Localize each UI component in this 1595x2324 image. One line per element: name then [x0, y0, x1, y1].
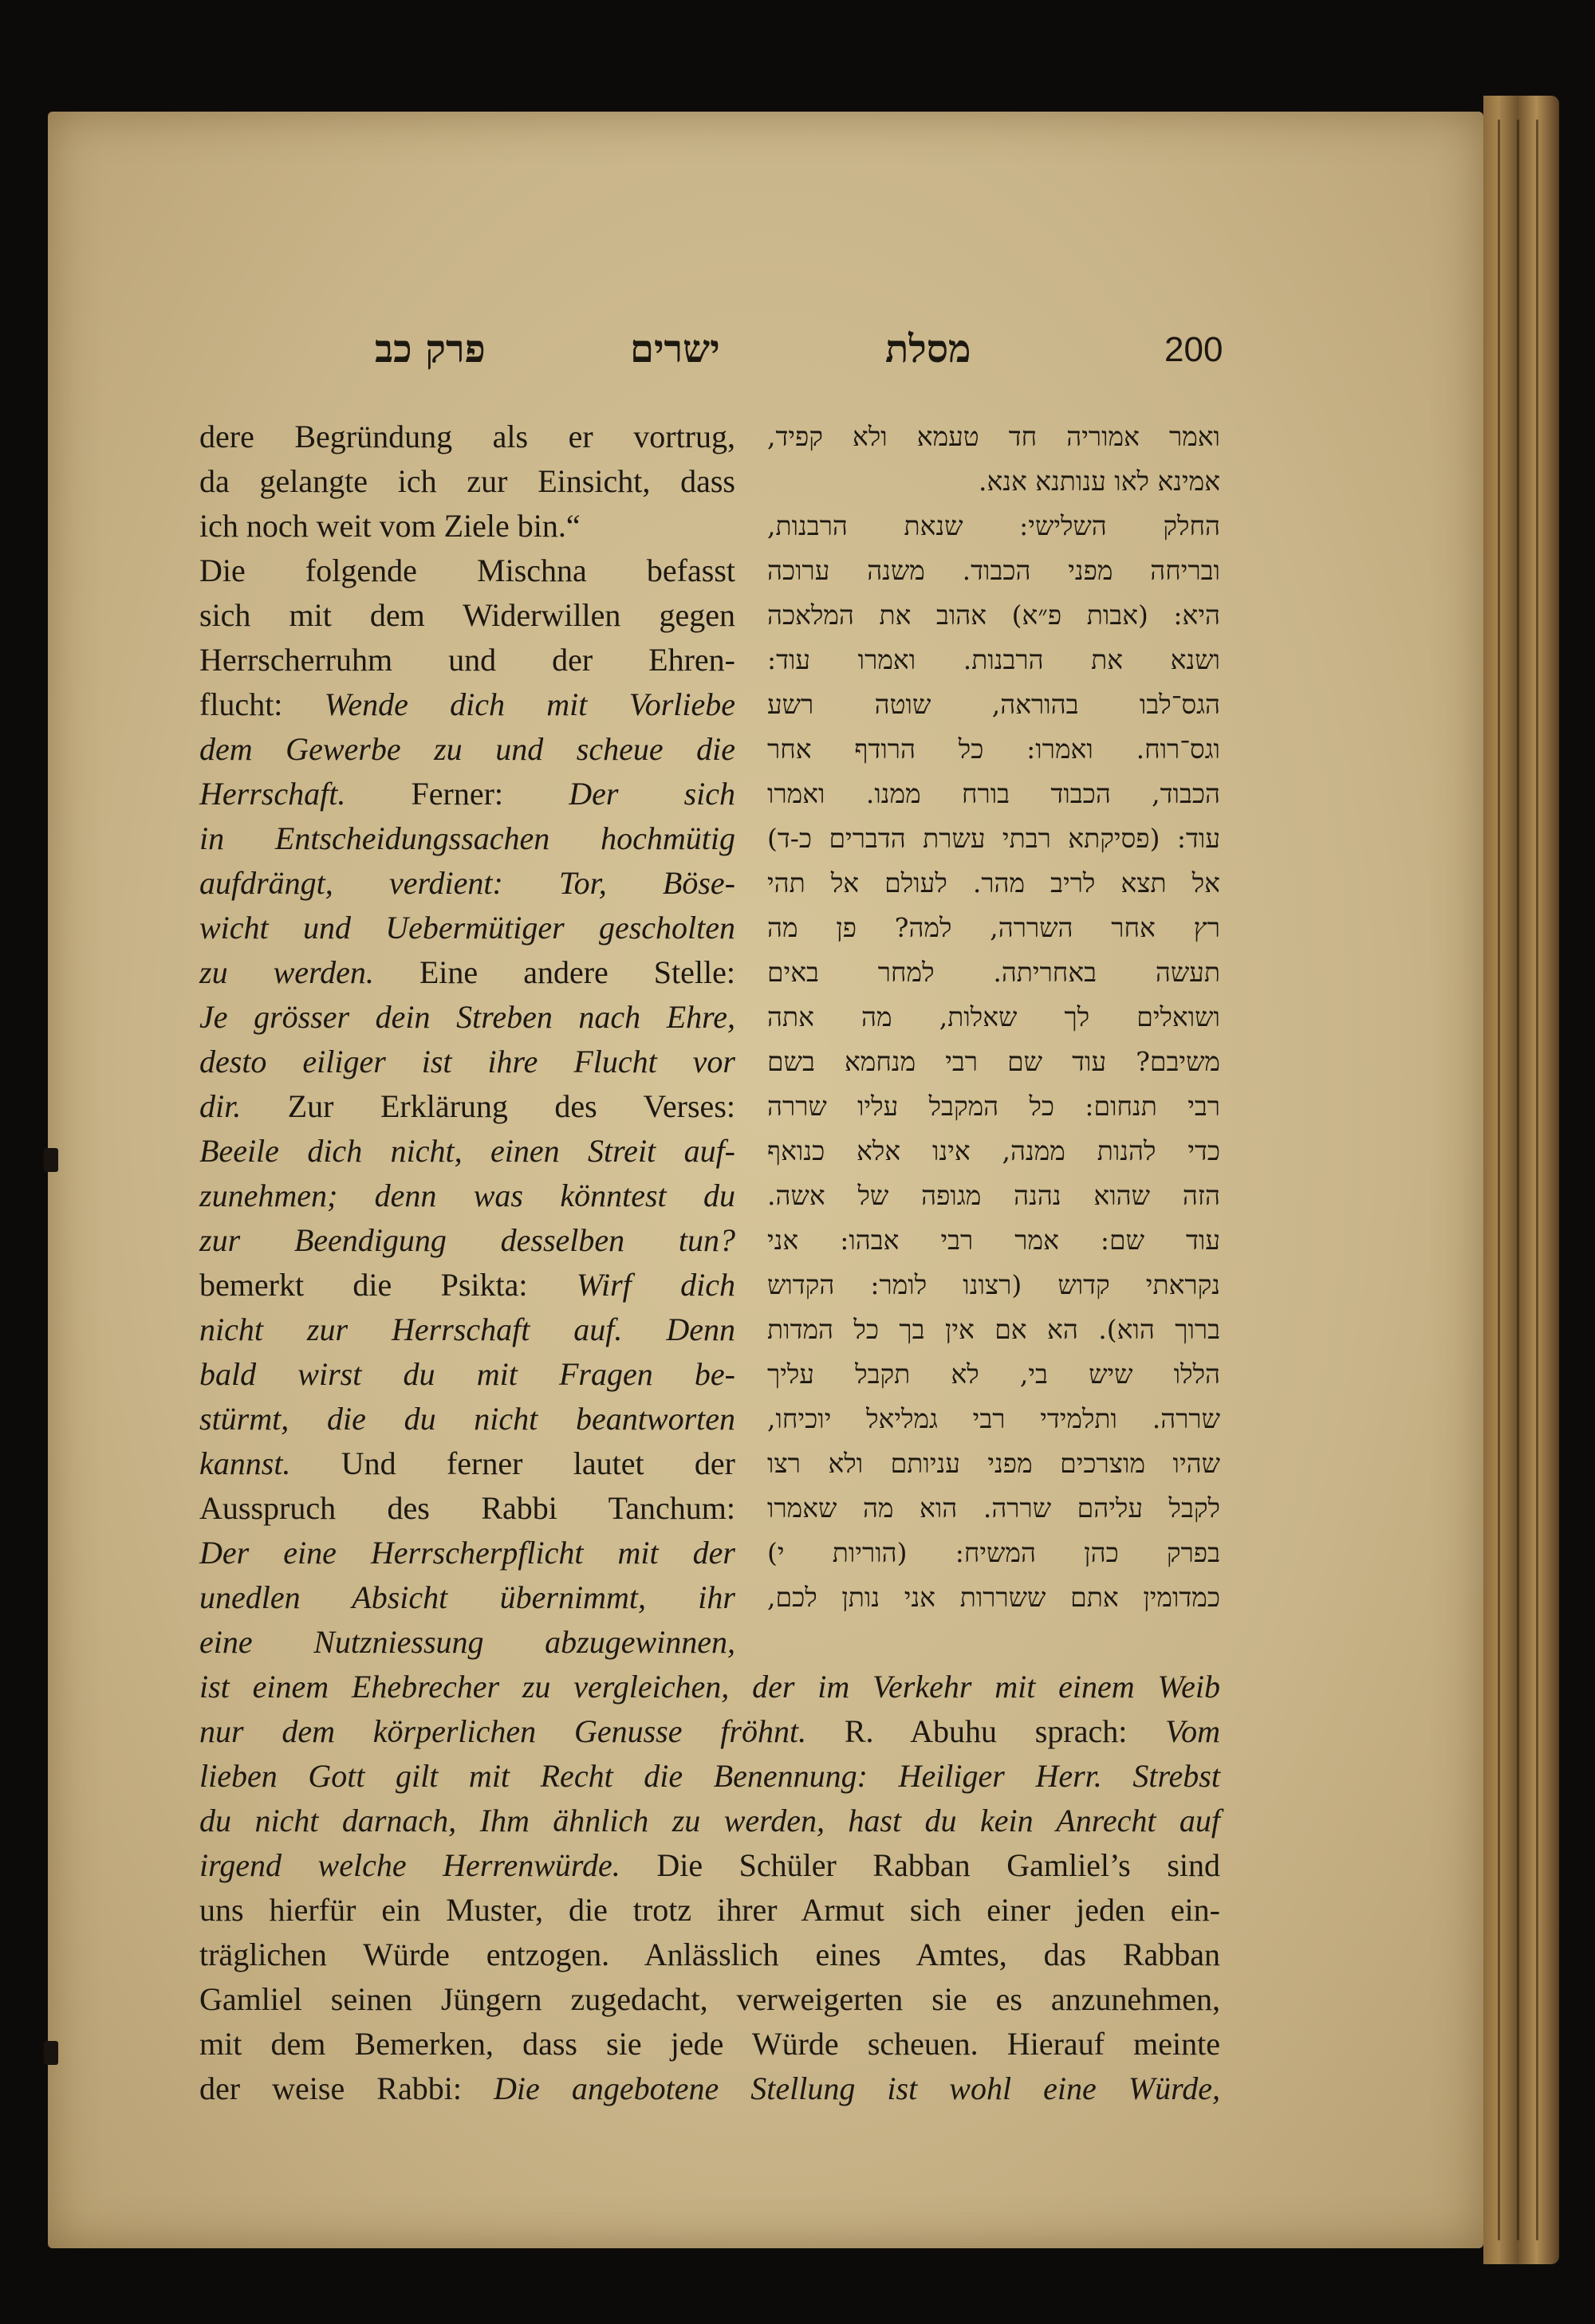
hebrew-line: בפרק כהן המשיח: (הוריות י) [767, 1537, 1220, 1568]
text-line [199, 1129, 735, 1174]
text-segment: in Entscheidungssachen hochmütig [199, 820, 735, 856]
text-segment: ich noch weit vom Ziele bin.“ [199, 508, 581, 544]
hebrew-line: רץ אחר השררה, למה? פן מה [767, 912, 1220, 943]
text-segment: desto eiliger ist ihre Flucht vor [199, 1044, 735, 1079]
text-segment: Wende dich mit Vorliebe [324, 686, 735, 722]
text-segment: Zur Erklärung des Verses: [241, 1088, 735, 1124]
hebrew-line: וגס־רוח. ואמרו: כל הרודף אחר [767, 733, 1220, 765]
text-line [199, 1799, 1220, 1843]
text-line [199, 1352, 735, 1397]
hebrew-line: שררה. ותלמידי רבי גמליאל יוכיחו, [767, 1403, 1220, 1434]
text-line [199, 950, 735, 995]
text-segment: stürmt, die du nicht beantworten [199, 1401, 735, 1437]
text-line [199, 1084, 735, 1129]
text-line [199, 1754, 1220, 1799]
page-edge [1483, 96, 1559, 2264]
hebrew-line: ואמר אמוריה חד טעמא ולא קפיד, [767, 421, 1220, 452]
page-header [375, 327, 1223, 383]
hebrew-line: משיבם? עוד שם רבי מנחמא בשם [767, 1046, 1220, 1077]
text-line [199, 816, 735, 861]
text-line [199, 772, 735, 816]
text-line [199, 861, 735, 906]
text-segment: zunehmen; denn was könntest du [199, 1178, 735, 1213]
text-line [199, 1709, 1220, 1754]
text-segment: Herrscherruhm und der Ehren- [199, 642, 735, 678]
text-segment: Die angebotene Stellung ist wohl eine Würde, [494, 2070, 1220, 2106]
text-segment: eine Nutzniessung abzugewinnen, [199, 1624, 735, 1660]
text-line [199, 995, 735, 1040]
hebrew-line: ושנא את הרבנות. ואמרו עוד: [767, 644, 1220, 675]
text-line [199, 1441, 735, 1486]
text-line [199, 1263, 735, 1307]
text-segment: Und ferner lautet der [290, 1445, 735, 1481]
text-line [199, 1397, 735, 1441]
hebrew-line: הגס־לבו בהוראה, שוטה רשע [767, 689, 1220, 720]
text-segment: Vom [1165, 1713, 1220, 1749]
text-segment: Gamliel seinen Jüngern zugedacht, verweigerten sie es anzunehmen, [199, 1981, 1220, 2017]
text-line [199, 727, 735, 772]
header-word-title: מסלת [885, 327, 971, 372]
binding-mark [44, 1148, 58, 1172]
text-segment: du nicht darnach, Ihm ähnlich zu werden, hast du kein Anrecht auf [199, 1803, 1220, 1838]
text-segment: Der sich [569, 776, 735, 812]
hebrew-line: עוד שם: אמר רבי אבהו: אני [767, 1225, 1220, 1256]
text-line [199, 1486, 735, 1531]
german-column [199, 415, 735, 1665]
text-segment: Ausspruch des Rabbi Tanchum: [199, 1490, 735, 1526]
text-line [199, 1174, 735, 1218]
text-line [199, 638, 735, 682]
text-segment: kannst. [199, 1445, 291, 1481]
text-segment: R. Abuhu sprach: [806, 1713, 1166, 1749]
text-line [199, 1977, 1220, 2022]
hebrew-line: ושואלים לך שאלות, מה אתה [767, 1001, 1220, 1032]
text-segment: Der eine Herrscherpflicht mit der [199, 1535, 735, 1571]
text-segment: nicht zur Herrschaft auf. Denn [199, 1311, 735, 1347]
hebrew-line: הזה שהוא נהנה מגופה של אשה. [767, 1180, 1220, 1211]
text-line [199, 1620, 735, 1665]
header-chapter: פרק כב [375, 327, 486, 372]
text-segment: zur Beendigung desselben tun? [199, 1222, 735, 1258]
hebrew-column [767, 415, 1220, 1620]
text-line [199, 549, 735, 593]
text-line [199, 906, 735, 950]
text-line [199, 1888, 1220, 1933]
text-segment: Wirf dich [576, 1267, 735, 1303]
text-segment: lieben Gott gilt mit Recht die Benennung: Heiliger Herr. Strebst [199, 1758, 1220, 1794]
hebrew-line: כדי להנות ממנה, אינו אלא כנואף [767, 1135, 1220, 1166]
text-segment: dir. [199, 1088, 242, 1124]
text-segment: dem Gewerbe zu und scheue die [199, 731, 735, 767]
hebrew-line: רבי תנחום: כל המקבל עליו שררה [767, 1091, 1220, 1122]
hebrew-line: תעשה באחריתה. למחר באים [767, 957, 1220, 988]
text-segment: ist einem Ehebrecher zu vergleichen, der im Verkehr mit einem Weib [199, 1669, 1220, 1705]
text-segment: aufdrängt, verdient: Tor, Böse- [199, 865, 735, 901]
text-segment: bald wirst du mit Fragen be- [199, 1356, 735, 1392]
text-line [199, 459, 735, 504]
text-line [199, 1531, 735, 1575]
hebrew-line: אמינא לאו ענותנא אנא. [978, 466, 1220, 497]
text-line [199, 504, 735, 549]
hebrew-line: אל תצא לריב מהר. לעולם אל תהי [767, 867, 1220, 899]
full-width-text [199, 1665, 1220, 2111]
text-segment: bemerkt die Psikta: [199, 1267, 577, 1303]
hebrew-line: הללו שיש בי, לא תקבל עליך [767, 1359, 1220, 1390]
text-line [199, 1665, 1220, 1709]
text-segment: Ferner: [345, 776, 569, 812]
text-segment: Die Schüler Rabban Gamliel’s sind [620, 1847, 1220, 1883]
hebrew-line: שהיו מוצרכים מפני עניותם ולא רצו [767, 1448, 1220, 1479]
text-segment: zu werden. [199, 954, 374, 990]
text-line [199, 1575, 735, 1620]
text-line [199, 593, 735, 638]
text-segment: dere Begründung als er vortrug, [199, 419, 735, 454]
text-line [199, 682, 735, 727]
text-line [199, 1933, 1220, 1977]
text-segment: Die folgende Mischna befasst [199, 552, 735, 588]
text-segment: unedlen Absicht übernimmt, ihr [199, 1579, 735, 1615]
text-segment: irgend welche Herrenwürde. [199, 1847, 620, 1883]
text-segment: Eine andere Stelle: [373, 954, 735, 990]
text-line [199, 1843, 1220, 1888]
hebrew-line: לקבל עליהם שררה. הוא מה שאמרו [767, 1492, 1220, 1524]
text-line [199, 2066, 1220, 2111]
text-segment: Herrschaft. [199, 776, 346, 812]
text-line [199, 1040, 735, 1084]
text-segment: mit dem Bemerken, dass sie jede Würde scheuen. Hierauf meinte [199, 2026, 1220, 2062]
binding-mark [44, 2041, 58, 2065]
text-line [199, 2022, 1220, 2066]
text-line [199, 1218, 735, 1263]
text-line [199, 415, 735, 459]
text-segment: uns hierfür ein Muster, die trotz ihrer Armut sich einer jeden ein- [199, 1892, 1220, 1928]
text-segment: Je grösser dein Streben nach Ehre, [199, 999, 735, 1035]
text-segment: nur dem körperlichen Genusse fröhnt. [199, 1713, 807, 1749]
hebrew-line: ברוך הוא). הא אם אין בך כל המדות [767, 1314, 1220, 1345]
text-line [199, 1307, 735, 1352]
text-segment: da gelangte ich zur Einsicht, dass [199, 463, 735, 499]
hebrew-line: ובריחה מפני הכבוד. משנה ערוכה [767, 555, 1220, 586]
text-segment: wicht und Uebermütiger gescholten [199, 910, 735, 946]
hebrew-line: נקראתי קדוש (רצונו לומר: הקדוש [767, 1269, 1220, 1300]
hebrew-line: הכבוד, הכבוד בורח ממנו. ואמרו [767, 778, 1220, 809]
hebrew-line: כמדומין אתם ששררות אני נותן לכם, [767, 1582, 1220, 1613]
text-segment: der weise Rabbi: [199, 2070, 494, 2106]
hebrew-line: החלק השלישי: שנאת הרבנות, [767, 510, 1220, 541]
text-segment: flucht: [199, 686, 325, 722]
hebrew-line: עוד: (פסיקתא רבתי עשרת הדברים כ-ד) [767, 823, 1220, 854]
page-number: 200 [1164, 330, 1223, 369]
hebrew-line: היא: (אבות פ״א) אהוב את המלאכה [767, 600, 1220, 631]
text-segment: Beeile dich nicht, einen Streit auf- [199, 1133, 735, 1169]
header-word-middle: ישרים [630, 327, 720, 372]
text-segment: sich mit dem Widerwillen gegen [199, 597, 735, 633]
text-segment: träglichen Würde entzogen. Anlässlich eines Amtes, das Rabban [199, 1937, 1220, 1972]
